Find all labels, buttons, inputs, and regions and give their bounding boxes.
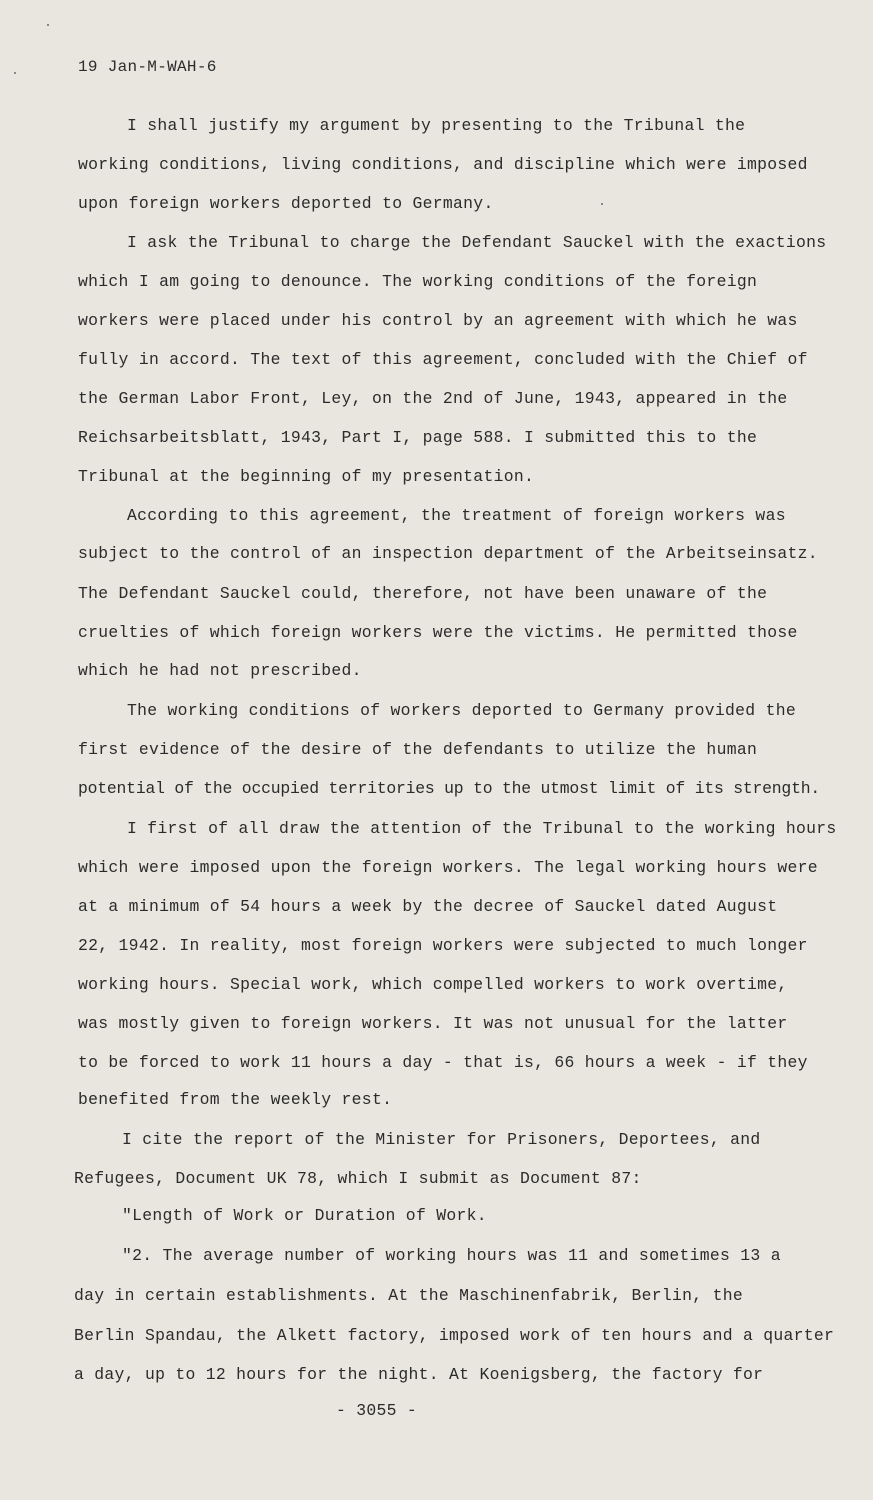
text-line: at a minimum of 54 hours a week by the decree of Sauckel dated August (78, 897, 778, 916)
text-line: I first of all draw the attention of the Tribunal to the working hours (127, 819, 837, 838)
text-line: first evidence of the desire of the defendants to utilize the human (78, 740, 758, 759)
text-line: Tribunal at the beginning of my presentation. (78, 467, 535, 486)
text-line: According to this agreement, the treatment of foreign workers was (127, 506, 786, 525)
text-line: cruelties of which foreign workers were the victims. He permitted those (78, 623, 798, 642)
text-line: day in certain establishments. At the Maschinenfabrik, Berlin, the (74, 1286, 743, 1305)
text-line: the German Labor Front, Ley, on the 2nd of June, 1943, appeared in the (78, 389, 788, 408)
text-line: which I am going to denounce. The working conditions of the foreign (78, 272, 758, 291)
text-line: The working conditions of workers deported to Germany provided the (127, 701, 796, 720)
text-line: Reichsarbeitsblatt, 1943, Part I, page 588. I submitted this to the (78, 428, 758, 447)
paper-speck (47, 24, 49, 26)
text-line: I ask the Tribunal to charge the Defendant Sauckel with the exactions (127, 233, 827, 252)
text-line: potential of the occupied territories up to the utmost limit of its strength. (78, 779, 820, 798)
text-line: I cite the report of the Minister for Prisoners, Deportees, and (122, 1130, 761, 1149)
text-line: "2. The average number of working hours was 11 and sometimes 13 a (122, 1246, 781, 1265)
text-line: working conditions, living conditions, and discipline which were imposed (78, 155, 808, 174)
text-line: was mostly given to foreign workers. It was not unusual for the latter (78, 1014, 788, 1033)
text-line: upon foreign workers deported to Germany. (78, 194, 494, 213)
paper-speck (601, 203, 603, 205)
text-line: which he had not prescribed. (78, 661, 362, 680)
text-line: 22, 1942. In reality, most foreign workers were subjected to much longer (78, 936, 808, 955)
page-number: - 3055 - (335, 1401, 418, 1420)
text-line: I shall justify my argument by presenting to the Tribunal the (127, 116, 746, 135)
text-line: Refugees, Document UK 78, which I submit as Document 87: (74, 1169, 642, 1188)
paper-speck (14, 72, 16, 74)
text-line: to be forced to work 11 hours a day - that is, 66 hours a week - if they (78, 1053, 808, 1072)
text-line: fully in accord. The text of this agreement, concluded with the Chief of (78, 350, 808, 369)
text-line: subject to the control of an inspection department of the Arbeitseinsatz. (78, 544, 818, 563)
text-line: a day, up to 12 hours for the night. At Koenigsberg, the factory for (74, 1365, 764, 1384)
text-line: which were imposed upon the foreign workers. The legal working hours were (78, 858, 818, 877)
text-line: The Defendant Sauckel could, therefore, not have been unaware of the (78, 584, 768, 603)
text-line: working hours. Special work, which compelled workers to work overtime, (78, 975, 788, 994)
document-header: 19 Jan-M-WAH-6 (78, 58, 217, 76)
text-line: workers were placed under his control by an agreement with which he was (78, 311, 798, 330)
text-line: Berlin Spandau, the Alkett factory, imposed work of ten hours and a quarter (74, 1326, 835, 1345)
text-line: "Length of Work or Duration of Work. (122, 1206, 487, 1225)
text-line: benefited from the weekly rest. (78, 1090, 393, 1109)
